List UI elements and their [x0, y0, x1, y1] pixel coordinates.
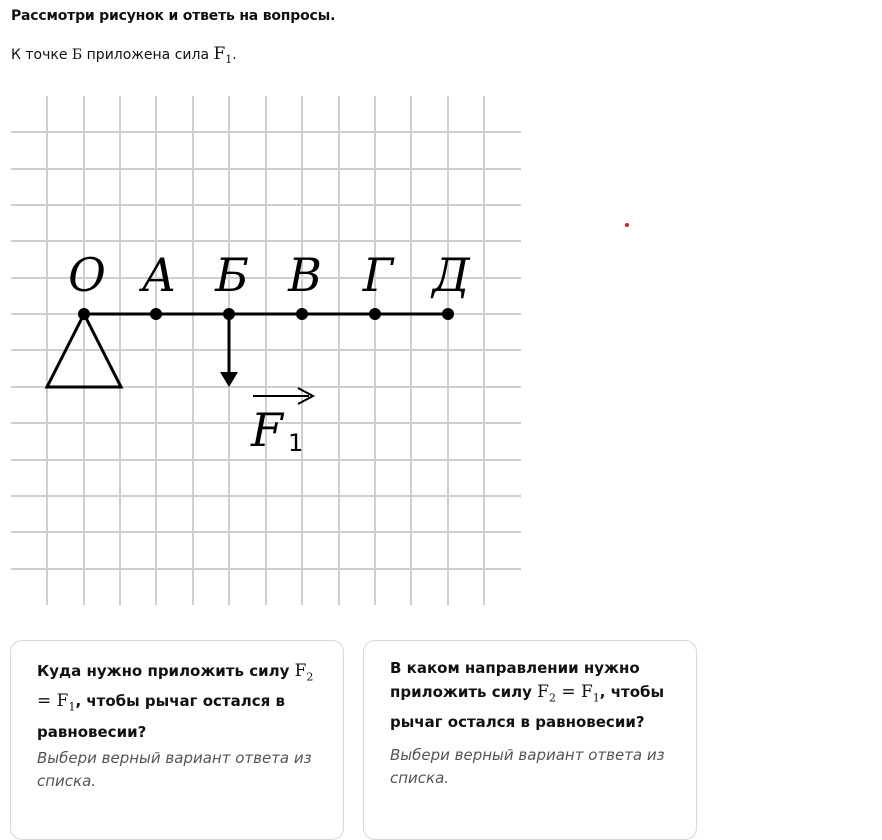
force-label: F — [251, 403, 283, 457]
task-prefix: К точке — [11, 47, 72, 63]
point-label: Г — [362, 248, 394, 302]
task-middle: приложена сила — [82, 47, 214, 63]
point-label: А — [141, 248, 177, 302]
question-text-after: , чтобы рычаг остался в равновесии? — [37, 692, 285, 741]
question-text-before: Куда нужно приложить силу — [37, 662, 295, 680]
point-label: Д — [432, 248, 470, 302]
question-text-after: , чтобы рычаг остался в равновесии? — [390, 683, 665, 732]
task-point: Б — [71, 47, 83, 63]
task-force-symbol: F — [213, 44, 226, 64]
grid — [11, 96, 521, 605]
question-card-position[interactable] — [10, 640, 344, 840]
eq-f2: $F_2 = F_1$ — [37, 661, 314, 714]
lever-point — [78, 308, 90, 320]
lever-point — [369, 308, 381, 320]
point-label: В — [288, 248, 322, 302]
lever-point — [296, 308, 308, 320]
page-title: Рассмотри рисунок и ответь на вопросы. — [11, 8, 336, 24]
card-hint: Выбери верный вариант ответа из списка. — [390, 746, 665, 787]
red-dot — [625, 223, 629, 227]
lever-point — [442, 308, 454, 320]
point-label: Б — [215, 248, 249, 302]
point-label: О — [68, 248, 106, 302]
card-hint: Выбери верный вариант ответа из списка. — [37, 749, 312, 790]
task-suffix: . — [232, 47, 237, 63]
task-force-index: 1 — [225, 52, 233, 66]
force-label-index: 1 — [288, 429, 304, 457]
lever-point — [150, 308, 162, 320]
question-card-direction[interactable] — [363, 640, 697, 840]
eq-f2: $F_2 = F_1$ — [537, 682, 600, 705]
card-question — [37, 659, 325, 744]
question-text-before: В каком направлении нужно приложить силу — [390, 659, 640, 701]
card-question — [390, 656, 678, 734]
force-arrow-head — [220, 372, 238, 387]
